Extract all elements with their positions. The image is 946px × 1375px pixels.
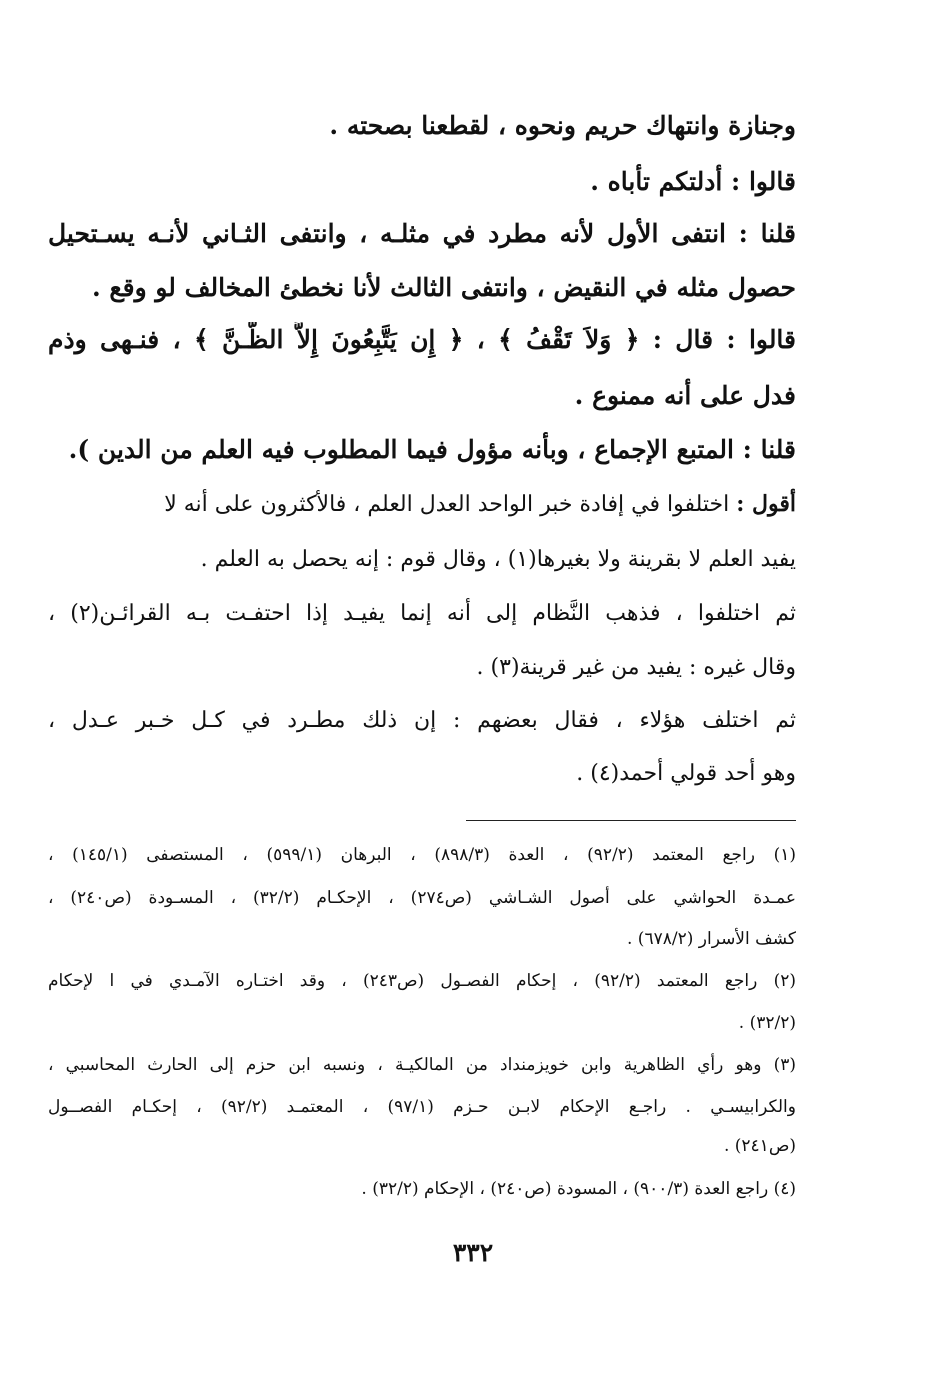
footnote-line: والكرابيسـي . راجـع الإحكام لابـن حـزم (٩٧/١) ، المعتمـد (٩٢/٢) ، إحكـام الفصــول bbox=[48, 1097, 796, 1117]
text-line: قالوا : قال : ﴿ وَلاَ تَقْفُ ﴾ ، ﴿ إِن يَتَّبِعُونَ إِلاَّ الظَّـنَّ ﴾ ، فنـهى وذم bbox=[48, 325, 796, 354]
footnote-line: (١) راجع المعتمد (٩٢/٢) ، العدة (٨٩٨/٣) ، البرهان (٥٩٩/١) ، المستصفى (١٤٥/١) ، bbox=[48, 845, 796, 865]
text-line: ثم اختلفوا ، فذهب النَّظام إلى أنه إنما يفيـد إذا احتفـت بـه القرائـن(٢) ، bbox=[48, 601, 796, 626]
text-line: قلنا : المتبع الإجماع ، وبأنه مؤول فيما المطلوب فيه العلم من الدين ). bbox=[68, 435, 796, 464]
footnote-line: (٢) راجع المعتمد (٩٢/٢) ، إحكام الفصـول (ص٢٤٣) ، وقد اختـاره الآمـدي في ا لإحكام bbox=[48, 971, 796, 991]
text-line-aqool bbox=[48, 487, 796, 522]
text-line: اختلفوا في إفادة خبر الواحد العدل العلم ، فالأكثرون على أنه لا bbox=[164, 492, 730, 517]
text-line: وجنازة وانتهاك حريم ونحوه ، لقطعنا بصحته . bbox=[329, 111, 796, 140]
footnote-line: (ص٢٤١) . bbox=[723, 1136, 796, 1156]
footnote-line: عمـدة الحواشي على أصول الشـاشي (ص٢٧٤) ، الإحكـام (٣٢/٢) ، المسـودة (ص٢٤٠) ، bbox=[48, 888, 796, 908]
text-line: وهو أحد قولي أحمد(٤) . bbox=[576, 761, 796, 786]
text-line: وقال غيره : يفيد من غير قرينة(٣) . bbox=[476, 655, 796, 680]
text-line: قلنا : انتفى الأول لأنه مطرد في مثلـه ، وانتفى الثـاني لأنـه يسـتحيل bbox=[48, 219, 796, 248]
text-line: حصول مثله في النقيض ، وانتفى الثالث لأنا نخطئ المخالف لو وقع . bbox=[91, 273, 796, 302]
footnote-line: (٤) راجع العدة (٩٠٠/٣) ، المسودة (ص٢٤٠) ، الإحكام (٣٢/٢) . bbox=[361, 1179, 796, 1199]
text-line: قالوا : أدلتكم تأباه . bbox=[590, 167, 796, 196]
text-line: ثم اختلف هؤلاء ، فقال بعضهم : إن ذلك مطـرد في كـل خـبر عـدل ، bbox=[48, 708, 796, 733]
footnote-line: كشف الأسرار (٦٧٨/٢) . bbox=[627, 929, 796, 949]
page-number: ٣٣٢ bbox=[452, 1238, 494, 1267]
text-line: فدل على أنه ممنوع . bbox=[574, 381, 796, 410]
text-line: يفيد العلم لا بقرينة ولا بغيرها(١) ، وقال قوم : إنه يحصل به العلم . bbox=[200, 547, 796, 572]
footnote-line: (٣) وهو رأي الظاهرية وابن خويزمنداد من المالكيـة ، ونسبه ابن حزم إلى الحارث المحاسبي ، bbox=[48, 1055, 796, 1075]
footnote-separator bbox=[466, 820, 796, 821]
aqool-label: أقول : bbox=[736, 491, 796, 517]
footnote-line: (٣٢/٢) . bbox=[738, 1013, 796, 1033]
